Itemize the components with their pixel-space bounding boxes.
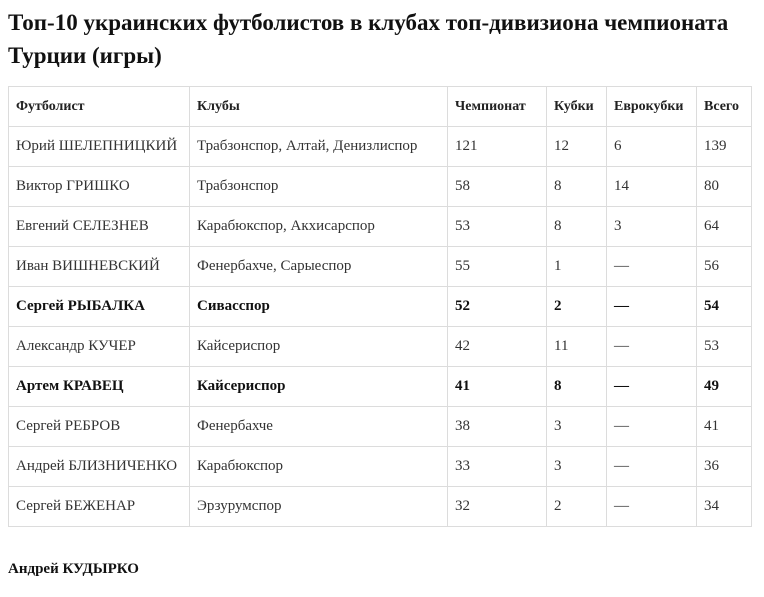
- cell-cup-games: 2: [547, 487, 607, 527]
- cell-eurocup-games: —: [607, 287, 697, 327]
- cell-clubs: Кайсериспор: [190, 367, 448, 407]
- cell-clubs: Сивасспор: [190, 287, 448, 327]
- cell-total-games: 34: [697, 487, 752, 527]
- cell-league-games: 32: [448, 487, 547, 527]
- cell-cup-games: 1: [547, 247, 607, 287]
- cell-total-games: 54: [697, 287, 752, 327]
- cell-league-games: 58: [448, 167, 547, 207]
- article-author: Андрей КУДЫРКО: [8, 561, 139, 577]
- table-body: [9, 127, 752, 527]
- cell-total-games: 53: [697, 327, 752, 367]
- cell-player: Сергей РЫБАЛКА: [9, 287, 190, 327]
- cell-clubs: Эрзурумспор: [190, 487, 448, 527]
- cell-eurocup-games: —: [607, 247, 697, 287]
- cell-total-games: 64: [697, 207, 752, 247]
- cell-player: Сергей БЕЖЕНАР: [9, 487, 190, 527]
- cell-league-games: 38: [448, 407, 547, 447]
- cell-eurocup-games: 3: [607, 207, 697, 247]
- table-row: [9, 127, 752, 167]
- column-header-total: Всего: [697, 87, 752, 127]
- cell-total-games: 139: [697, 127, 752, 167]
- table-row: [9, 287, 752, 327]
- cell-eurocup-games: 6: [607, 127, 697, 167]
- cell-eurocup-games: —: [607, 407, 697, 447]
- table-row: [9, 447, 752, 487]
- cell-clubs: Трабзонспор, Алтай, Денизлиспор: [190, 127, 448, 167]
- cell-total-games: 41: [697, 407, 752, 447]
- table-row: [9, 327, 752, 367]
- table-row: [9, 407, 752, 447]
- cell-cup-games: 2: [547, 287, 607, 327]
- cell-eurocup-games: —: [607, 367, 697, 407]
- cell-cup-games: 8: [547, 367, 607, 407]
- cell-player: Александр КУЧЕР: [9, 327, 190, 367]
- column-header-cups: Кубки: [547, 87, 607, 127]
- table-row: [9, 167, 752, 207]
- table-header-row: [9, 87, 752, 127]
- cell-player: Артем КРАВЕЦ: [9, 367, 190, 407]
- table-row: [9, 487, 752, 527]
- cell-league-games: 33: [448, 447, 547, 487]
- cell-eurocup-games: —: [607, 447, 697, 487]
- cell-clubs: Карабюкспор: [190, 447, 448, 487]
- cell-eurocup-games: —: [607, 327, 697, 367]
- cell-clubs: Кайсериспор: [190, 327, 448, 367]
- cell-league-games: 121: [448, 127, 547, 167]
- table-row: [9, 207, 752, 247]
- cell-total-games: 36: [697, 447, 752, 487]
- cell-clubs: Карабюкспор, Акхисарспор: [190, 207, 448, 247]
- cell-player: Иван ВИШНЕВСКИЙ: [9, 247, 190, 287]
- cell-total-games: 80: [697, 167, 752, 207]
- cell-league-games: 42: [448, 327, 547, 367]
- table-row: [9, 247, 752, 287]
- cell-league-games: 53: [448, 207, 547, 247]
- cell-cup-games: 8: [547, 167, 607, 207]
- cell-player: Евгений СЕЛЕЗНЕВ: [9, 207, 190, 247]
- cell-league-games: 55: [448, 247, 547, 287]
- column-header-eurocups: Еврокубки: [607, 87, 697, 127]
- cell-cup-games: 3: [547, 407, 607, 447]
- players-table: [8, 86, 752, 527]
- column-header-clubs: Клубы: [190, 87, 448, 127]
- cell-cup-games: 8: [547, 207, 607, 247]
- cell-cup-games: 3: [547, 447, 607, 487]
- cell-player: Сергей РЕБРОВ: [9, 407, 190, 447]
- cell-player: Андрей БЛИЗНИЧЕНКО: [9, 447, 190, 487]
- cell-clubs: Фенербахче, Сарыеспор: [190, 247, 448, 287]
- cell-player: Юрий ШЕЛЕПНИЦКИЙ: [9, 127, 190, 167]
- cell-eurocup-games: —: [607, 487, 697, 527]
- cell-eurocup-games: 14: [607, 167, 697, 207]
- page-title: Топ-10 украинских футболистов в клубах топ-дивизиона чемпионата Турции (игры): [8, 10, 729, 68]
- table-row: [9, 367, 752, 407]
- cell-cup-games: 12: [547, 127, 607, 167]
- cell-player: Виктор ГРИШКО: [9, 167, 190, 207]
- cell-cup-games: 11: [547, 327, 607, 367]
- cell-clubs: Фенербахче: [190, 407, 448, 447]
- cell-total-games: 56: [697, 247, 752, 287]
- cell-league-games: 41: [448, 367, 547, 407]
- cell-total-games: 49: [697, 367, 752, 407]
- cell-league-games: 52: [448, 287, 547, 327]
- column-header-player: Футболист: [9, 87, 190, 127]
- cell-clubs: Трабзонспор: [190, 167, 448, 207]
- column-header-league: Чемпионат: [448, 87, 547, 127]
